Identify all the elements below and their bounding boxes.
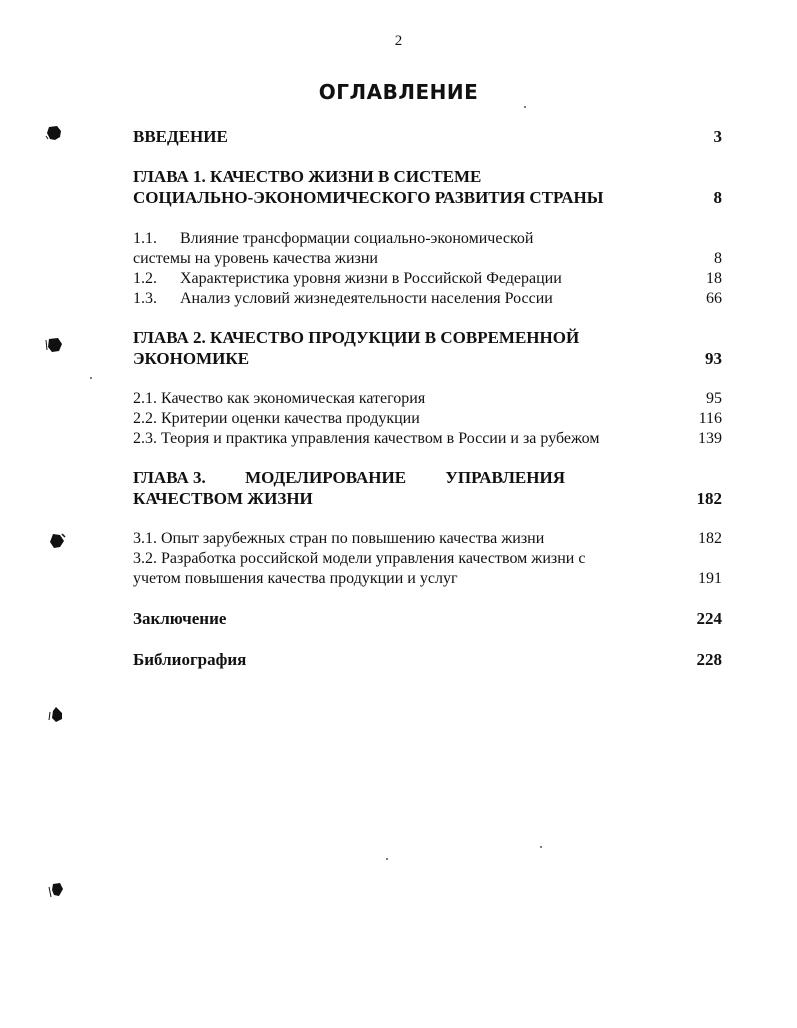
section-title: 3.1. Опыт зарубежных стран по повышению качества жизни — [133, 530, 545, 547]
toc-entry-page: 95 — [706, 390, 722, 407]
chapter-title-line: ГЛАВА 1. КАЧЕСТВО ЖИЗНИ В СИСТЕМЕ — [133, 167, 482, 186]
toc-section-1-1-line2[interactable] — [133, 249, 722, 269]
chapter-title-word: УПРАВЛЕНИЯ — [445, 468, 565, 487]
toc-title: ОГЛАВЛЕНИЕ — [318, 80, 479, 104]
toc-entry-bibliography[interactable] — [133, 650, 722, 670]
toc-entry-intro[interactable] — [133, 127, 722, 147]
section-title: системы на уровень качества жизни — [133, 250, 378, 267]
toc-chapter-1-line1[interactable] — [133, 167, 722, 187]
toc-section-1-1-line1[interactable] — [133, 229, 722, 249]
section-number: 1.3. — [133, 290, 157, 307]
toc-entry-page: 228 — [696, 650, 722, 669]
toc-entry-page: 116 — [698, 410, 722, 427]
toc-section-1-3[interactable] — [133, 289, 722, 309]
toc-section-3-2-line2[interactable] — [133, 569, 722, 589]
section-title: 2.3. Теория и практика управления качеством в России и за рубежом — [133, 430, 600, 447]
toc-chapter-3-line1[interactable] — [133, 468, 722, 488]
section-title: 3.2. Разработка российской модели управления качеством жизни с — [133, 550, 586, 567]
toc-section-2-2[interactable] — [133, 409, 722, 429]
section-title: Влияние трансформации социально-экономической — [180, 230, 534, 247]
toc-section-3-1[interactable] — [133, 529, 722, 549]
section-title: Анализ условий жизнедеятельности населения России — [180, 290, 553, 307]
scan-speck — [524, 106, 526, 108]
toc-entry-page: 18 — [706, 270, 722, 287]
toc-entry-page: 139 — [698, 430, 722, 447]
page-number: 2 — [394, 33, 403, 49]
toc-entry-page: 3 — [713, 127, 722, 146]
toc-entry-page: 8 — [713, 188, 722, 207]
section-title: Характеристика уровня жизни в Российской Федерации — [180, 270, 562, 287]
section-number: 1.1. — [133, 230, 157, 247]
section-title: 2.1. Качество как экономическая категория — [133, 390, 426, 407]
scan-speck — [540, 846, 542, 848]
chapter-title-line: КАЧЕСТВОМ ЖИЗНИ — [133, 489, 313, 508]
toc-entry-page: 182 — [698, 530, 722, 547]
toc-chapter-2-line1[interactable] — [133, 328, 722, 348]
punch-hole-blot-icon — [48, 706, 66, 724]
toc-entry-page: 93 — [705, 349, 722, 368]
toc-section-2-1[interactable] — [133, 389, 722, 409]
toc-entry-page: 191 — [698, 570, 722, 587]
punch-hole-blot-icon — [48, 881, 66, 899]
toc-entry-page: 182 — [696, 489, 722, 508]
section-title: 2.2. Критерии оценки качества продукции — [133, 410, 420, 427]
toc-entry-page: 8 — [714, 250, 722, 267]
toc-chapter-1-line2[interactable] — [133, 188, 722, 208]
toc-entry-conclusion[interactable] — [133, 609, 722, 629]
section-number: 1.2. — [133, 270, 157, 287]
toc-entry-label: ВВЕДЕНИЕ — [133, 127, 228, 146]
toc-chapter-2-line2[interactable] — [133, 349, 722, 369]
toc-entry-page: 66 — [706, 290, 722, 307]
toc-section-2-3[interactable] — [133, 429, 722, 449]
scan-speck — [386, 858, 388, 860]
punch-hole-blot-icon — [45, 124, 63, 142]
punch-hole-blot-icon — [45, 336, 63, 354]
chapter-title-word: ГЛАВА 3. — [133, 468, 206, 487]
punch-hole-blot-icon — [48, 532, 66, 550]
chapter-title-line: ГЛАВА 2. КАЧЕСТВО ПРОДУКЦИИ В СОВРЕМЕННОЙ — [133, 328, 580, 347]
section-title: учетом повышения качества продукции и услуг — [133, 570, 458, 587]
chapter-title-line: ЭКОНОМИКЕ — [133, 349, 250, 368]
toc-section-1-2[interactable] — [133, 269, 722, 289]
toc-entry-page: 224 — [696, 609, 722, 628]
toc-entry-label: Заключение — [133, 609, 227, 628]
chapter-title-line: СОЦИАЛЬНО-ЭКОНОМИЧЕСКОГО РАЗВИТИЯ СТРАНЫ — [133, 188, 604, 207]
chapter-title-word: МОДЕЛИРОВАНИЕ — [245, 468, 407, 487]
toc-entry-label: Библиография — [133, 650, 247, 669]
toc-section-3-2-line1[interactable] — [133, 549, 722, 569]
scan-speck — [90, 377, 92, 379]
toc-chapter-3-line2[interactable] — [133, 489, 722, 509]
